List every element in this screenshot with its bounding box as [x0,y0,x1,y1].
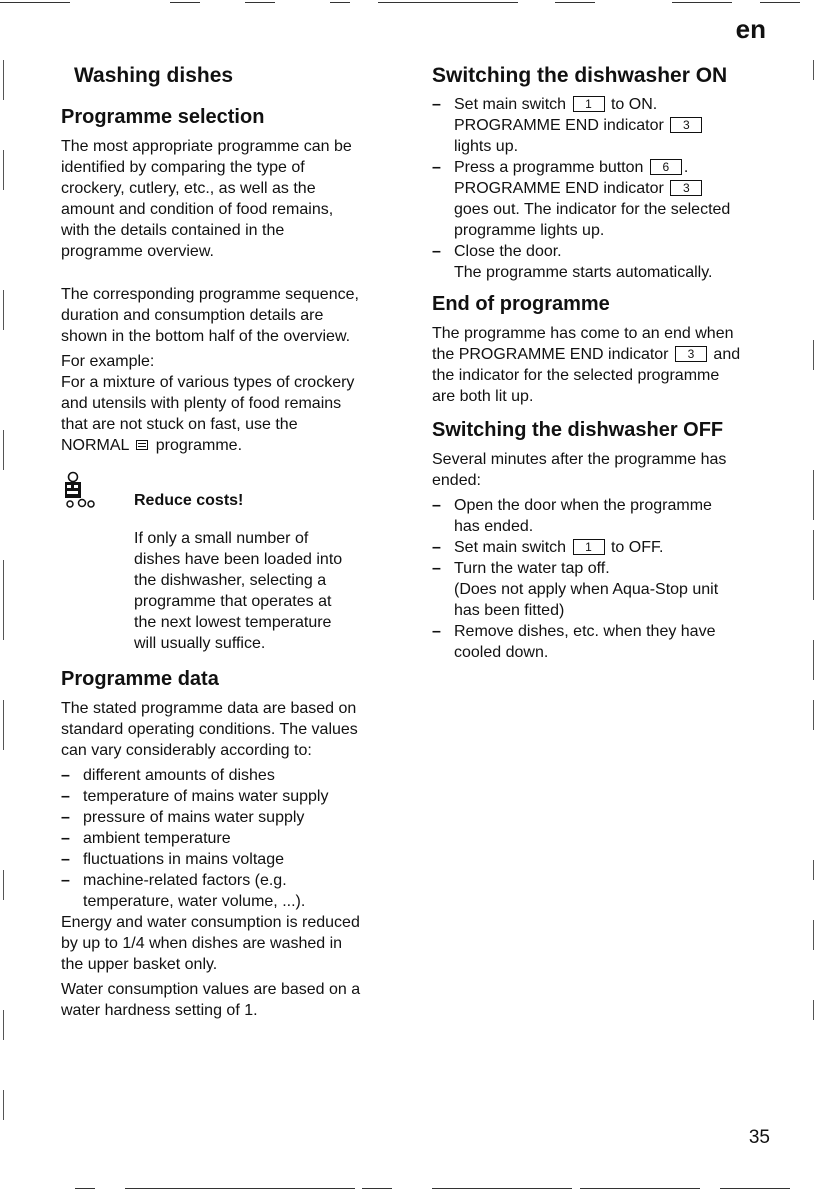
text-line [454,178,777,199]
text-line: and utensils with plenty of food remains [61,395,342,412]
list-item: – pressure of mains water supply [61,807,406,828]
step-text: Press a programme button [454,159,644,176]
step-item [432,558,777,621]
language-tag: en [735,14,766,44]
step-text: to OFF. [610,539,664,556]
top-scan-edge [0,0,818,6]
step-text: . [683,159,689,176]
text-line: are both lit up. [432,388,534,405]
text-line: identified by comparing the type of [61,159,305,176]
text-line: – Close the door. [454,243,562,260]
text-line: the dishwasher, selecting a [134,572,327,589]
text-line: – Open the door when the programme [454,497,712,514]
text-line [454,157,777,178]
switch-key-label: 1 [573,539,605,555]
text-line [454,537,777,558]
text-line: with the details contained in the [61,222,285,239]
text-line: For example: [61,353,155,370]
end-text: and [713,346,741,363]
text-line [454,115,777,136]
text-line: lights up. [454,138,519,155]
indicator-key-label: 3 [670,180,702,196]
text-line: Several minutes after the programme has [432,451,727,468]
right-column [432,62,777,663]
step-text: to ON. [610,96,658,113]
end-text: the PROGRAMME END indicator [432,346,669,363]
text-line [432,344,777,365]
step-text: Set main switch [454,96,567,113]
page-number: 35 [748,1127,770,1148]
switch-on-heading: Switching the dishwasher ON [432,64,728,87]
list-item: – temperature of mains water supply [61,786,406,807]
text-line: that are not stuck on fast, use the [61,416,298,433]
text-line: The corresponding programme sequence, [61,286,359,303]
text-line: programme lights up. [454,222,605,239]
text-line: goes out. The indicator for the selected [454,201,731,218]
energy-note [61,912,406,975]
programme-data-intro [61,698,406,761]
step-text: PROGRAMME END indicator [454,117,664,134]
end-of-programme-text [432,323,777,407]
factor-list [61,765,406,912]
indicator-key-label: 3 [675,346,707,362]
text-line: – Turn the water tap off. [454,560,610,577]
water-note [61,979,406,1021]
text-line: temperature, water volume, ...). [83,893,306,910]
tip-body [134,528,394,654]
reduce-costs-tip [61,466,406,666]
text-line: The stated programme data are based on [61,700,357,717]
text-line: dishes have been loaded into [134,551,343,568]
text-line: ended: [432,472,481,489]
programme-data-heading: Programme data [61,668,219,690]
step-item [432,537,777,558]
selection-paragraph-2 [61,284,406,347]
text-line: can vary considerably according to: [61,742,312,759]
step-text: PROGRAMME END indicator [454,180,664,197]
left-column [61,62,406,1021]
normal-programme-line [61,435,406,456]
list-item: – fluctuations in mains voltage [61,849,406,870]
programme-key-label: 6 [650,159,682,175]
text-line: The most appropriate programme can be [61,138,352,155]
programme-selection-heading: Programme selection [61,106,265,128]
text-line: crockery, cutlery, etc., as well as the [61,180,316,197]
switch-key-label: 1 [573,96,605,112]
step-item [432,495,777,537]
text-line: (Does not apply when Aqua-Stop unit [454,581,719,598]
text-line: For a mixture of various types of crockery [61,374,355,391]
text-line: has ended. [454,518,534,535]
text-line: water hardness setting of 1. [61,1002,258,1019]
end-of-programme-heading: End of programme [432,293,610,315]
text-line: programme overview. [61,243,214,260]
text-line: The programme starts automatically. [454,264,713,281]
step-text: Set main switch [454,539,567,556]
tip-title: Reduce costs! [134,492,244,509]
step-item [432,157,777,241]
step-item [432,94,777,157]
text-line: cooled down. [454,644,549,661]
indicator-key-label: 3 [670,117,702,133]
text-line: If only a small number of [134,530,309,547]
text-line: shown in the bottom half of the overview. [61,328,351,345]
list-item [61,870,406,912]
text-line [454,94,777,115]
selection-example [61,351,406,456]
normal-suffix: programme. [155,437,243,454]
text-line: – machine-related factors (e.g. [83,872,287,889]
text-line: Energy and water consumption is reduced [61,914,360,931]
switch-off-steps [432,495,777,663]
text-line: the next lowest temperature [134,614,332,631]
step-item [432,241,777,283]
switch-off-intro [432,449,777,491]
text-line: – Remove dishes, etc. when they have [454,623,716,640]
text-line: duration and consumption details are [61,307,324,324]
switch-on-steps [432,94,777,283]
normal-programme-icon [136,440,148,450]
text-line: will usually suffice. [134,635,266,652]
text-line: The programme has come to an end when [432,325,734,342]
text-line: standard operating conditions. The values [61,721,358,738]
text-line: the upper basket only. [61,956,218,973]
normal-label: NORMAL [61,437,129,454]
switch-off-heading: Switching the dishwasher OFF [432,419,724,441]
text-line: Water consumption values are based on a [61,981,361,998]
text-line: programme that operates at [134,593,332,610]
list-item: – different amounts of dishes [61,765,406,786]
text-line: by up to 1/4 when dishes are washed in [61,935,343,952]
cost-saving-icon [61,470,95,512]
list-item: – ambient temperature [61,828,406,849]
text-line: has been fitted) [454,602,565,619]
text-line: amount and condition of food remains, [61,201,334,218]
step-item [432,621,777,663]
text-line: the indicator for the selected programme [432,367,720,384]
chapter-title: Washing dishes [74,64,234,87]
selection-paragraph-1 [61,136,406,262]
